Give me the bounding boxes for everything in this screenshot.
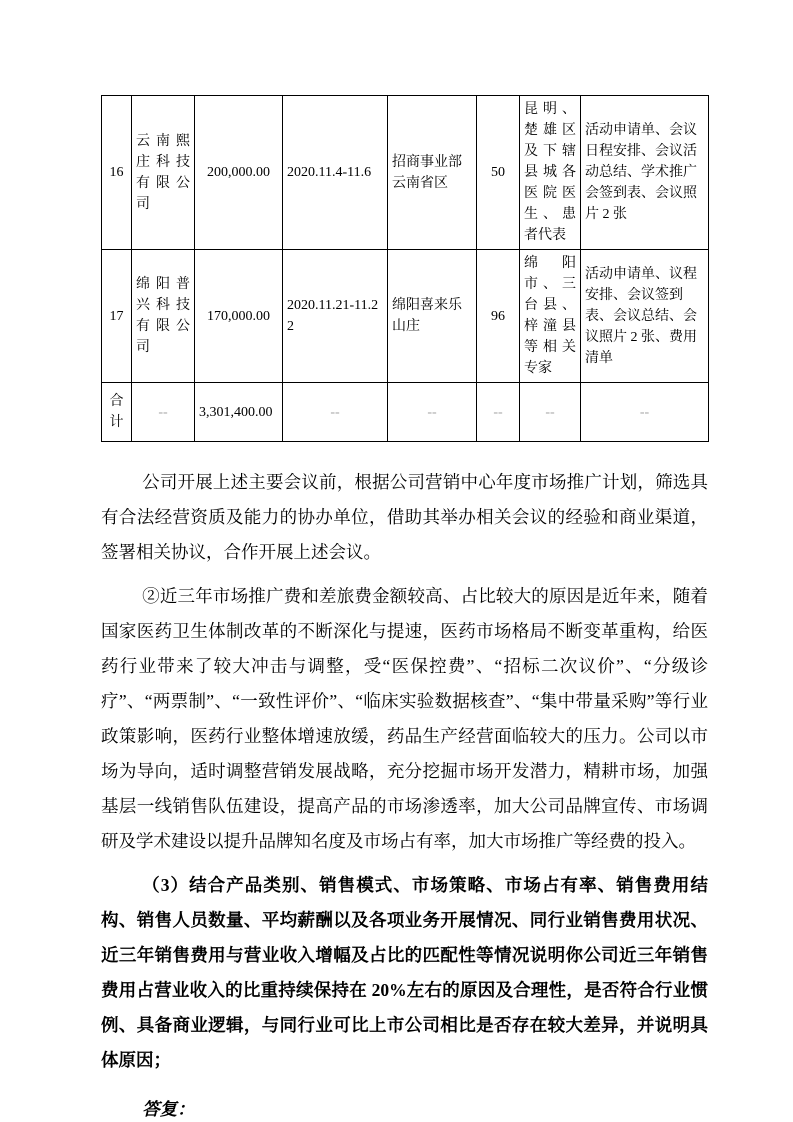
- cell-dash: --: [581, 383, 709, 442]
- cell-participants: 昆明、楚雄区及下辖县城各医院医生、患者代表: [520, 96, 581, 250]
- cell-total-label: 合计: [102, 383, 132, 442]
- cell-attendee-count: 96: [477, 250, 520, 383]
- cell-row-number: 17: [102, 250, 132, 383]
- table-row-17: [102, 250, 709, 383]
- paragraph-meeting-preparation: 公司开展上述主要会议前，根据公司营销中心年度市场推广计划，筛选具有合法经营资质及能力的协办单位，借助其举办相关会议的经验和商业渠道，签署相关协议，合作开展上述会议。: [101, 472, 708, 562]
- cell-amount: 170,000.00: [195, 250, 283, 383]
- document-content: [101, 95, 708, 1122]
- conference-expense-table: [101, 95, 709, 442]
- cell-location: 绵阳喜来乐山庄: [388, 250, 477, 383]
- cell-organizer-company: 绵阳普兴科技有限公司: [132, 250, 195, 383]
- table-row-total: [102, 383, 709, 442]
- cell-supporting-materials: 活动申请单、议程安排、会议签到表、会议总结、会议照片 2 张、费用清单: [581, 250, 709, 383]
- cell-dash: --: [132, 383, 195, 442]
- table-row-16: [102, 96, 709, 250]
- cell-date-range: 2020.11.4-11.6: [283, 96, 388, 250]
- cell-row-number: 16: [102, 96, 132, 250]
- cell-date-range: 2020.11.21-11.22: [283, 250, 388, 383]
- cell-dash: --: [388, 383, 477, 442]
- cell-dash: --: [283, 383, 388, 442]
- paragraph-expense-reason: ②近三年市场推广费和差旅费金额较高、占比较大的原因是近年来，随着国家医药卫生体制改革的不断深化与提速，医药市场格局不断变革重构，给医药行业带来了较大冲击与调整，受“医保控费”、“招标二次议价”、“分级诊疗”、“两票制”、“一致性评价”、“临床实验数据核查”、“集中带量采购”等行业政策影响，医药行业整体增速放缓，药品生产经营面临较大的压力。公司以市场为导向，适时调整营销发展战略，充分挖掘市场开发潜力，精耕市场，加强基层一线销售队伍建设，提高产品的市场渗透率，加大公司品牌宣传、市场调研及学术建设以提升品牌知名度及市场占有率，加大市场推广等经费的投入。: [101, 586, 708, 851]
- cell-supporting-materials: 活动申请单、会议日程安排、会议活动总结、学术推广会签到表、会议照片 2 张: [581, 96, 709, 250]
- reply-label: 答复：: [142, 1099, 195, 1119]
- cell-dash: --: [477, 383, 520, 442]
- cell-dash: --: [520, 383, 581, 442]
- paragraph-question-3: （3）结合产品类别、销售模式、市场策略、市场占有率、销售费用结构、销售人员数量、平均薪酬以及各项业务开展情况、同行业销售费用状况、近三年销售费用与营业收入增幅及占比的匹配性等情况说明你公司近三年销售费用占营业收入的比重持续保持在 20%左右的原因及合理性，是否符合行业惯例、具备商业逻辑，与同行业可比上市公司相比是否存在较大差异，并说明具体原因；: [101, 875, 708, 1070]
- cell-location: 招商事业部云南省区: [388, 96, 477, 250]
- cell-organizer-company: 云南熙庄科技有限公司: [132, 96, 195, 250]
- cell-participants: 绵阳市、三台县、梓潼县等相关专家: [520, 250, 581, 383]
- cell-attendee-count: 50: [477, 96, 520, 250]
- cell-amount: 200,000.00: [195, 96, 283, 250]
- body-text: [101, 465, 708, 1122]
- cell-total-amount: 3,301,400.00: [195, 383, 283, 442]
